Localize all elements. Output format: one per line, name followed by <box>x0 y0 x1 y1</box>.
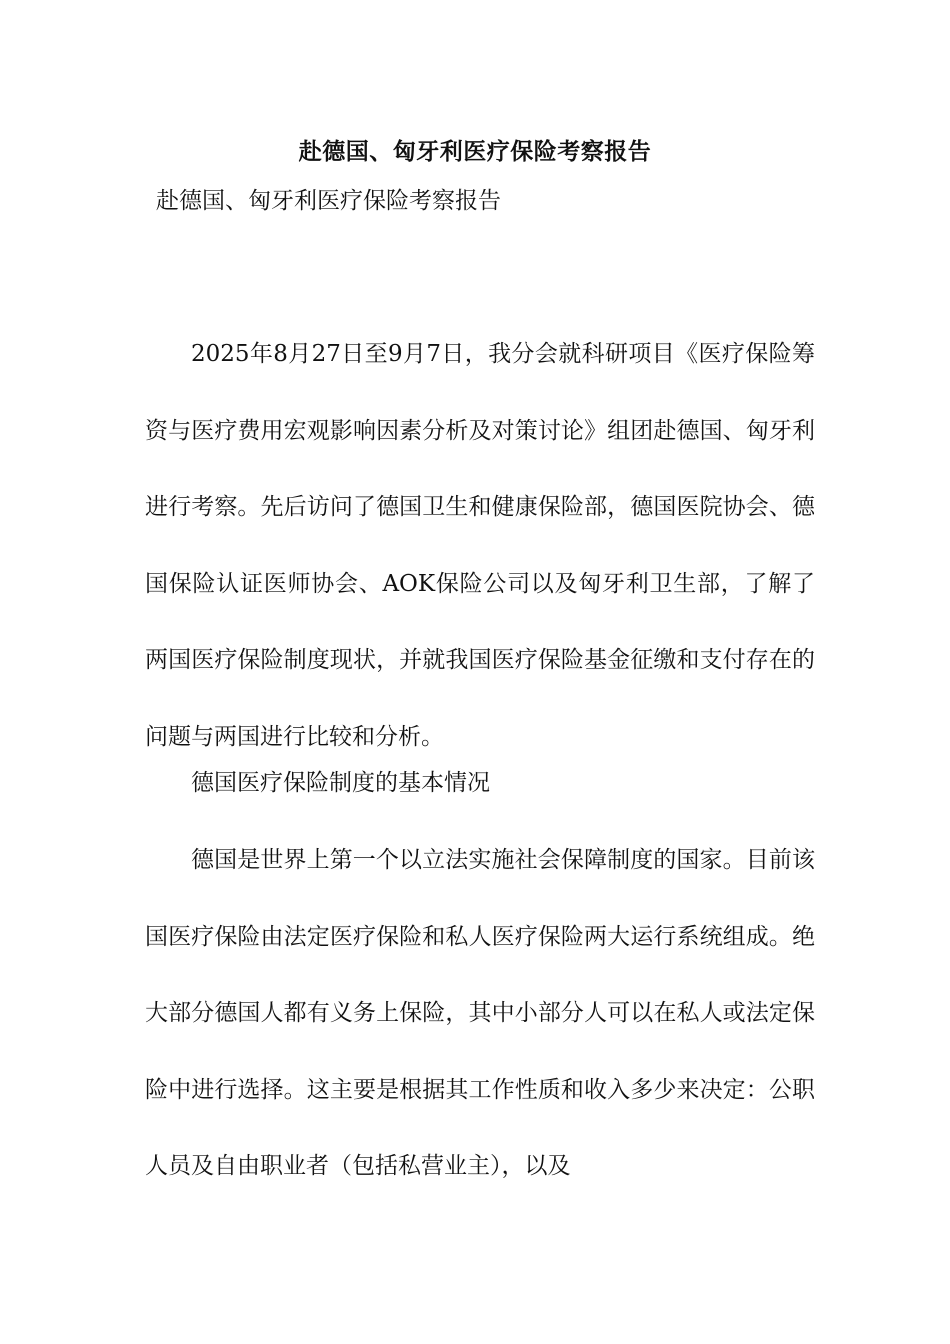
document-subtitle: 赴德国、匈牙利医疗保险考察报告 <box>156 188 501 214</box>
body-paragraph: 2025年8月27日至9月7日，我分会就科研项目《医疗保险筹资与医疗费用宏观影响因素分析及对策讨论》组团赴德国、匈牙利进行考察。先后访问了德国卫生和健康保险部，德国医院协会、德国保险认证医师协会、AOK保险公司以及匈牙利卫生部，了解了两国医疗保险制度现状，并就我国医疗保险基金征缴和支付存在的问题与两国进行比较和分析。 <box>145 341 815 750</box>
body-paragraph: 德国是世界上第一个以立法实施社会保障制度的国家。目前该国医疗保险由法定医疗保险和私人医疗保险两大运行系统组成。绝大部分德国人都有义务上保险，其中小部分人可以在私人或法定保险中进行选择。这主要是根据其工作性质和收入多少来决定：公职人员及自由职业者（包括私营业主），以及 <box>145 847 815 1179</box>
section-heading: 德国医疗保险制度的基本情况 <box>191 770 490 796</box>
document-title: 赴德国、匈牙利医疗保险考察报告 <box>298 138 652 165</box>
